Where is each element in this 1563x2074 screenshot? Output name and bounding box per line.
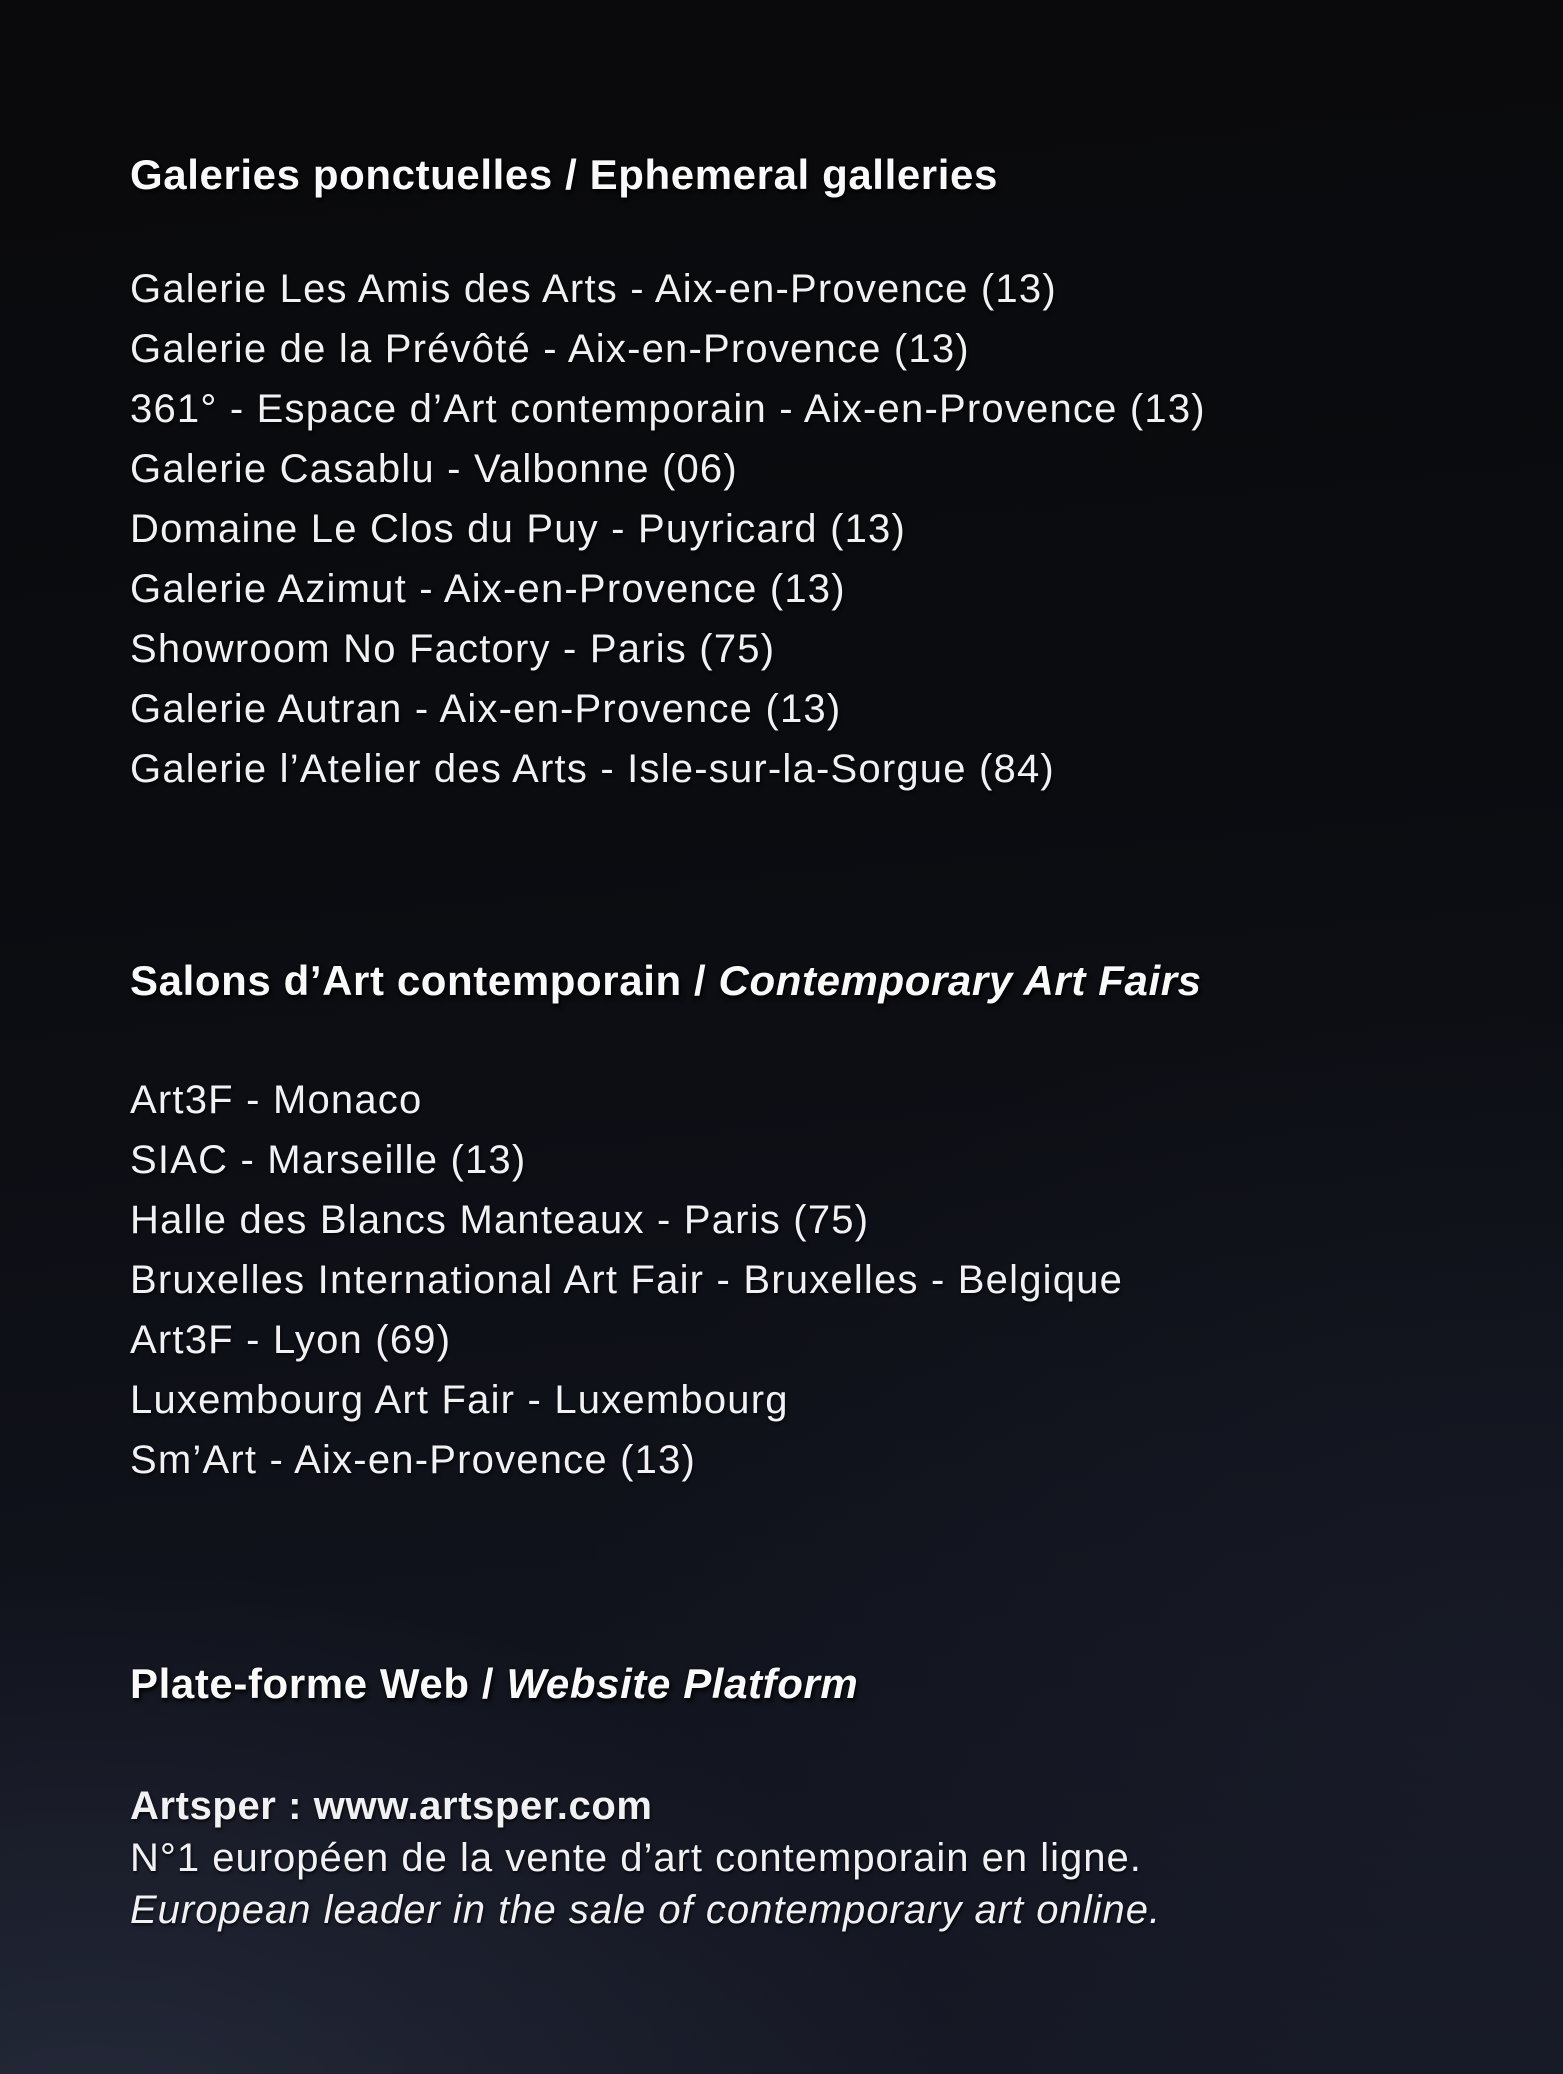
platform-description-english: European leader in the sale of contemporary art online.: [130, 1888, 1162, 1932]
list-item: Showroom No Factory - Paris (75): [130, 627, 776, 671]
section-title-french: Salons d’Art contemporain: [130, 957, 682, 1005]
title-separator: /: [469, 1660, 507, 1708]
list-item: Galerie Autran - Aix-en-Provence (13): [130, 687, 842, 731]
list-item: Bruxelles International Art Fair - Bruxelles - Belgique: [130, 1258, 1124, 1302]
list-item: Galerie de la Prévôté - Aix-en-Provence (13): [130, 327, 970, 371]
list-item: Galerie Casablu - Valbonne (06): [130, 447, 738, 491]
list-item: Galerie l’Atelier des Arts - Isle-sur-la-Sorgue (84): [130, 747, 1055, 791]
list-item: Sm’Art - Aix-en-Provence (13): [130, 1438, 697, 1482]
art-fairs-list: [130, 1070, 1523, 1490]
list-item: Art3F - Monaco: [130, 1078, 423, 1122]
ephemeral-galleries-list: [130, 259, 1523, 799]
web-platform-block: [130, 1780, 1523, 1936]
section-title-french: Galeries ponctuelles: [130, 151, 553, 199]
section-title-art-fairs: [130, 957, 1523, 1005]
section-title-french: Plate-forme Web: [130, 1660, 470, 1708]
list-item: Galerie Les Amis des Arts - Aix-en-Provence (13): [130, 267, 1057, 311]
section-title-english: Ephemeral galleries: [589, 151, 998, 199]
section-title-ephemeral-galleries: [130, 151, 1523, 199]
list-item: 361° - Espace d’Art contemporain - Aix-en-Provence (13): [130, 387, 1206, 431]
section-title-web-platform: [130, 1660, 1523, 1708]
list-item: Luxembourg Art Fair - Luxembourg: [130, 1378, 789, 1422]
list-item: Halle des Blancs Manteaux - Paris (75): [130, 1198, 870, 1242]
platform-name: Artsper : www.artsper.com: [130, 1784, 653, 1828]
platform-description-french: N°1 européen de la vente d’art contemporain en ligne.: [130, 1836, 1142, 1880]
section-title-english: Contemporary Art Fairs: [718, 957, 1202, 1005]
list-item: Art3F - Lyon (69): [130, 1318, 452, 1362]
list-item: SIAC - Marseille (13): [130, 1138, 527, 1182]
title-separator: /: [681, 957, 719, 1005]
section-title-english: Website Platform: [506, 1660, 859, 1708]
list-item: Galerie Azimut - Aix-en-Provence (13): [130, 567, 846, 611]
list-item: Domaine Le Clos du Puy - Puyricard (13): [130, 507, 906, 551]
title-separator: /: [552, 151, 590, 199]
